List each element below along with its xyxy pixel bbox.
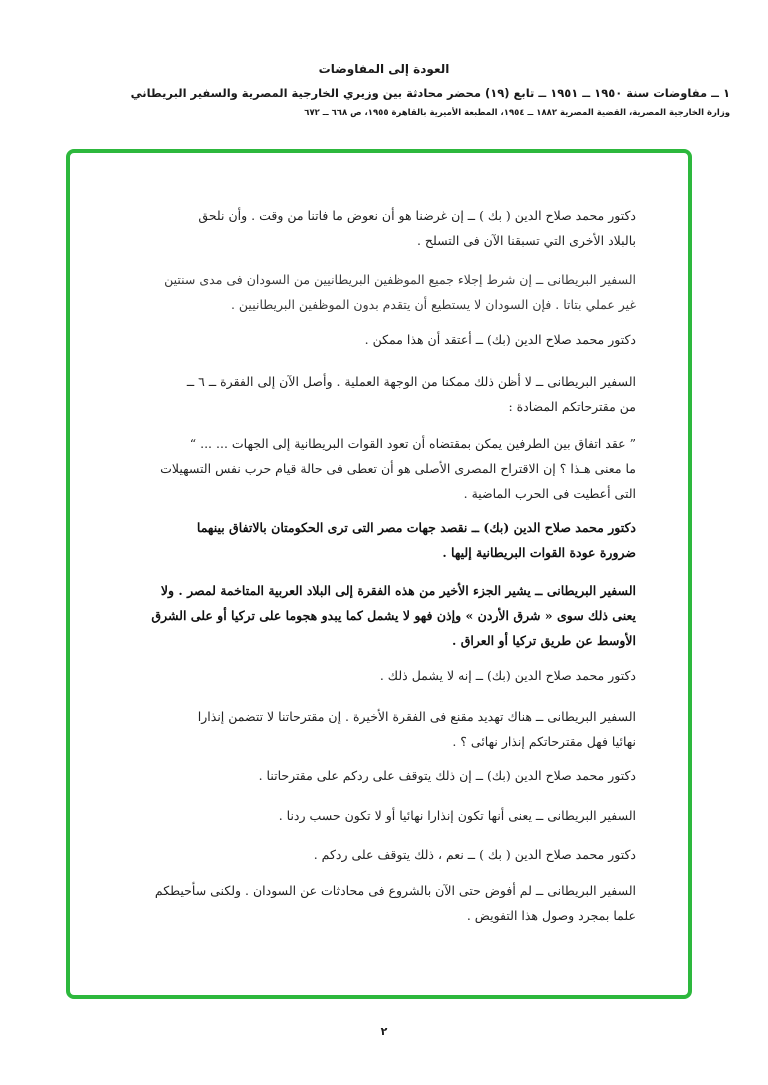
paragraph-line: ” عقد اتفاق بين الطرفين يمكن بمقتضاه أن تعود القوات البريطانية إلى الجهات ... ... “ (189, 436, 636, 451)
paragraph-line: دكتور محمد صلاح الدين (بك) ــ إن ذلك يتوقف على ردكم على مقترحاتنا . (258, 768, 636, 783)
paragraph-2 (126, 267, 636, 317)
paragraph-6 (126, 515, 636, 565)
paragraph-1 (126, 203, 636, 253)
paragraph-10 (126, 763, 636, 788)
paragraph-line: ضرورة عودة القوات البريطانية إليها . (442, 545, 636, 560)
paragraph-11 (126, 803, 636, 828)
paragraph-line: بالبلاد الأخرى التي تسبقنا الآن فى التسلح . (416, 233, 636, 248)
paragraph-line: السفير البريطانى ــ لا أظن ذلك ممكنا من الوجهة العملية . وأصل الآن إلى الفقرة ــ ٦ ــ (186, 374, 636, 389)
paragraph-9 (126, 704, 636, 754)
paragraph-line: غير عملي بتاتا . فإن السودان لا يستطيع أن يتقدم بدون الموظفين البريطانيين . (230, 297, 636, 312)
paragraph-line: ما معنى هـذا ؟ إن الاقتراح المصرى الأصلى هو أن تعطى فى حالة قيام حرب نفس التسهيلات (160, 461, 636, 476)
paragraph-line: السفير البريطانى ــ لم أفوض حتى الآن بالشروع فى محادثات عن السودان . ولكنى سأحيطكم (154, 883, 636, 898)
page-header-title: العودة إلى المفاوضات (318, 62, 450, 76)
paragraph-7 (126, 578, 636, 653)
paragraph-8 (126, 663, 636, 688)
paragraph-13 (126, 878, 636, 928)
paragraph-line: دكتور محمد صلاح الدين (بك) ــ إنه لا يشمل ذلك . (379, 668, 636, 683)
paragraph-line: السفير البريطانى ــ إن شرط إجلاء جميع الموظفين البريطانيين من السودان فى مدى سنتين (164, 272, 636, 287)
paragraph-3 (126, 327, 636, 352)
document-source-reference: وزارة الخارجية المصرية، القضية المصرية ١٨٨٢ ــ ١٩٥٤، المطبعة الأميرية بالقاهرة ١٩٥٥، ص ٦٦٨ ــ ٦٧٢ (304, 108, 730, 118)
paragraph-line: السفير البريطانى ــ يعنى أنها تكون إنذارا نهائيا أو لا تكون حسب ردنا . (278, 808, 636, 823)
paragraph-line: التى أعطيت فى الحرب الماضية . (463, 486, 636, 501)
paragraph-line: يعنى ذلك سوى « شرق الأردن » وإذن فهو لا يشمل كما يبدو هجوما على تركيا أو على الشرق (151, 608, 636, 623)
paragraph-line: نهائيا فهل مقترحاتكم إنذار نهائى ؟ . (452, 734, 636, 749)
paragraph-4 (126, 369, 636, 419)
paragraph-line: دكتور محمد صلاح الدين ( بك ) ــ إن غرضنا هو أن نعوض ما فاتنا من وقت . وأن نلحق (198, 208, 636, 223)
page-number: ٢ (380, 1025, 388, 1038)
paragraph-line: السفير البريطانى ــ هناك تهديد مقنع فى الفقرة الأخيرة . إن مقترحاتنا لا تتضمن إنذارا (197, 709, 636, 724)
paragraph-line: من مقترحاتكم المضادة : (508, 399, 636, 414)
paragraph-line: علما بمجرد وصول هذا التفويض . (466, 908, 636, 923)
paragraph-line: دكتور محمد صلاح الدين ( بك ) ــ نعم ، ذلك يتوقف على ردكم . (313, 847, 636, 862)
paragraph-line: السفير البريطانى ــ يشير الجزء الأخير من هذه الفقرة إلى البلاد العربية المتاخمة لمصر . ولا (160, 583, 636, 598)
paragraph-line: دكتور محمد صلاح الدين (بك) ــ أعتقد أن هذا ممكن . (364, 332, 636, 347)
paragraph-line: الأوسط عن طريق تركيا أو العراق . (452, 633, 636, 648)
paragraph-12 (126, 842, 636, 867)
paragraph-5 (126, 431, 636, 506)
document-citation-title: ١ ــ مفاوضات سنة ١٩٥٠ ــ ١٩٥١ ــ تابع (١٩) محضر محادثة بين وزيري الخارجية المصرية والسفير البريطاني (130, 86, 730, 100)
paragraph-line: دكتور محمد صلاح الدين (بك) ــ نقصد جهات مصر التى ترى الحكومتان بالاتفاق بينهما (196, 520, 636, 535)
